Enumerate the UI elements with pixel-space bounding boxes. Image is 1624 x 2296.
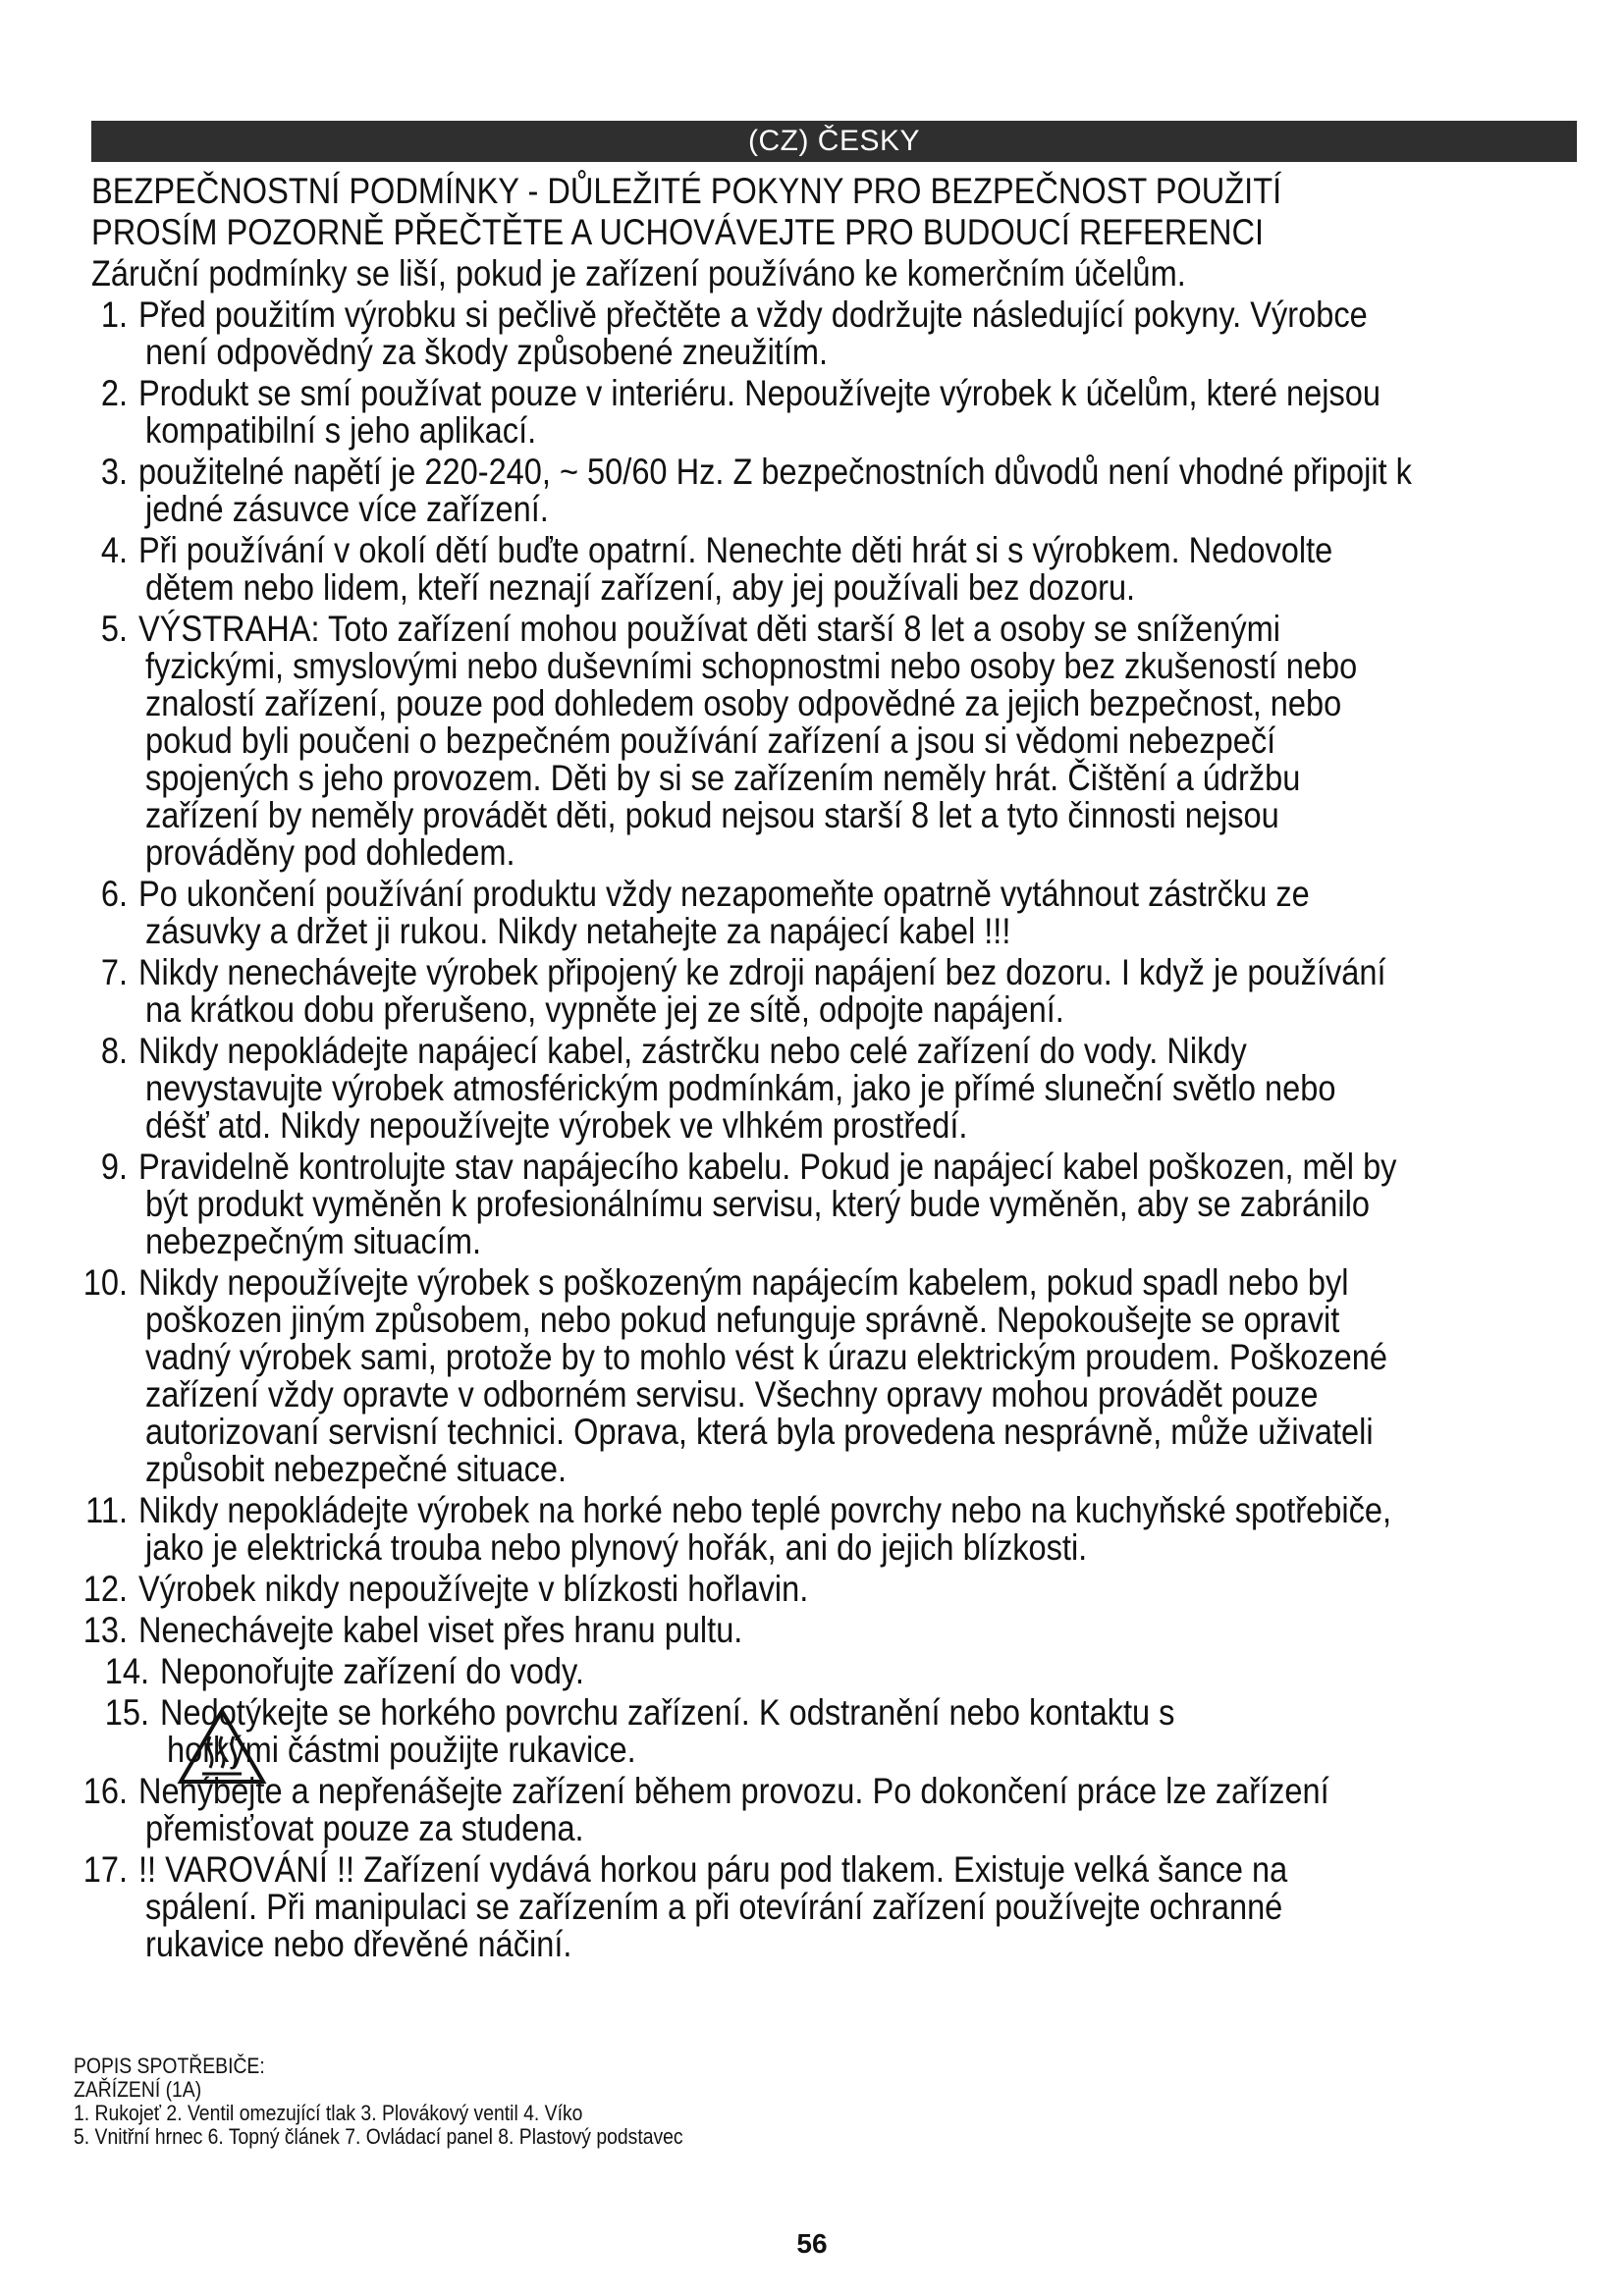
safety-item-number: 8. [100,1031,128,1071]
safety-item-text [137,1610,1605,1650]
safety-item-text [159,1692,1624,1770]
safety-item-number: 12. [82,1569,128,1609]
safety-item [69,1148,1581,1260]
safety-item-line: vadný výrobek sami, protože by to mohlo vést k úrazu elektrickým proudem. Poškozené [145,1337,1387,1377]
safety-item-text [137,1262,1605,1489]
safety-item-line: Nikdy nepokládejte výrobek na horké nebo teplé povrchy nebo na kuchyňské spotřebiče, [137,1490,1392,1530]
safety-item [69,454,1581,528]
safety-item [69,375,1581,450]
safety-item-text [137,952,1605,1030]
safety-item-number: 17. [82,1849,128,1890]
safety-item-line: Před použitím výrobku si pečlivě přečtěte a vždy dodržujte následující pokyny. Výrobce [137,294,1368,335]
safety-item-text [137,1771,1605,1848]
safety-item-text [137,609,1605,873]
safety-item-line: Pravidelně kontrolujte stav napájecího kabelu. Pokud je napájecí kabel poškozen, měl by [137,1147,1397,1187]
safety-item-line: zařízení by neměly provádět děti, pokud nejsou starší 8 let a tyto činnosti nejsou [145,795,1279,835]
safety-item-number: 6. [100,874,128,914]
safety-item-line: zásuvky a držet ji rukou. Nikdy netahejte za napájecí kabel !!! [145,911,1011,951]
description-parts-line-1: 1. Rukojeť 2. Ventil omezující tlak 3. Plovákový ventil 4. Víko [74,2101,583,2125]
safety-item [69,1773,1581,1847]
safety-item-number: 7. [100,952,128,992]
safety-item [69,532,1581,607]
safety-item-text [137,1849,1605,1964]
safety-item-number: 9. [100,1147,128,1187]
safety-item-line: Nikdy nepoužívejte výrobek s poškozeným napájecím kabelem, pokud spadl nebo byl [137,1262,1349,1303]
safety-item-line: použitelné napětí je 220-240, ~ 50/60 Hz. Z bezpečnostních důvodů není vhodné připojit k [137,452,1412,492]
safety-item [69,954,1581,1029]
safety-item [69,1033,1581,1145]
safety-item-line: Nehýbejte a nepřenášejte zařízení během provozu. Po dokončení práce lze zařízení [137,1771,1329,1811]
safety-item-line: fyzickými, smyslovými nebo duševními schopnostmi nebo osoby bez zkušeností nebo [145,646,1358,686]
safety-item-line: spojených s jeho provozem. Děti by si se zařízením neměly hrát. Čištění a údržbu [145,758,1301,798]
safety-item [69,296,1581,371]
safety-item-number: 2. [100,373,128,413]
hot-surface-warning-icon [177,1707,267,1786]
safety-item-line: dětem nebo lidem, kteří neznají zařízení, aby jej používali bez dozoru. [145,567,1136,608]
safety-item-line: Nedotýkejte se horkého povrchu zařízení. K odstranění nebo kontaktu s [159,1692,1175,1733]
safety-item-text [137,294,1605,372]
language-header-bar: (CZ) ČESKY [91,121,1577,162]
safety-item-text [137,452,1605,529]
safety-item-line: prováděny pod dohledem. [145,832,515,873]
safety-item-line: Neponořujte zařízení do vody. [159,1651,584,1691]
safety-item-line: kompatibilní s jeho aplikací. [145,410,537,451]
safety-item-number: 16. [82,1771,128,1811]
safety-item-number: 10. [82,1262,128,1303]
description-title: POPIS SPOTŘEBIČE: [74,2054,265,2078]
safety-item-line: horkými částmi použijte rukavice. [167,1730,636,1770]
safety-item-text [137,373,1605,451]
safety-item [69,611,1581,872]
safety-item-line: přemisťovat pouze za studena. [145,1808,584,1848]
safety-item-line: na krátkou dobu přerušeno, vypněte jej ze sítě, odpojte napájení. [145,989,1064,1030]
safety-instructions-list [69,296,1581,1967]
safety-item-line: být produkt vyměněn k profesionálnímu servisu, který bude vyměněn, aby se zabránilo [145,1184,1370,1224]
safety-item-line: Produkt se smí používat pouze v interiéru. Nepoužívejte výrobek k účelům, které nejsou [137,373,1381,413]
safety-item-text [137,1031,1605,1146]
safety-item-line: způsobit nebezpečné situace. [145,1449,568,1489]
safety-item-line: není odpovědný za škody způsobené zneužitím. [145,332,829,372]
safety-item-line: znalostí zařízení, pouze pod dohledem osoby odpovědné za jejich bezpečnost, nebo [145,683,1342,723]
safety-item-line: VÝSTRAHA: Toto zařízení mohou používat děti starší 8 let a osoby se sníženými [137,609,1281,649]
safety-item-number: 4. [100,530,128,570]
safety-item-line: déšť atd. Nikdy nepoužívejte výrobek ve vlhkém prostředí. [145,1105,968,1146]
safety-item [69,876,1581,950]
safety-item-text [137,1569,1605,1609]
safety-item-line: Po ukončení používání produktu vždy nezapomeňte opatrně vytáhnout zástrčku ze [137,874,1310,914]
warranty-intro: Záruční podmínky se liší, pokud je zařízení používáno ke komerčním účelům. [91,253,1186,294]
safety-item-line: Při používání v okolí dětí buďte opatrní. Nenechte děti hrát si s výrobkem. Nedovolte [137,530,1333,570]
safety-item-line: Nikdy nenechávejte výrobek připojený ke zdroji napájení bez dozoru. I když je používání [137,952,1386,992]
safety-item-line: !! VAROVÁNÍ !! Zařízení vydává horkou páru pod tlakem. Existuje velká šance na [137,1849,1288,1890]
safety-item [69,1612,1581,1649]
safety-item-number: 13. [82,1610,128,1650]
safety-item-text [137,530,1605,608]
safety-item-line: zařízení vždy opravte v odborném servisu. Všechny opravy mohou provádět pouze [145,1374,1319,1415]
safety-item-number: 3. [100,452,128,492]
safety-item-text [137,1147,1605,1261]
safety-item [69,1492,1581,1567]
page-number: 56 [796,2228,828,2259]
safety-item-number: 5. [100,609,128,649]
safety-item [69,1264,1581,1488]
safety-item-line: rukavice nebo dřevěné náčiní. [145,1924,572,1964]
safety-heading-line-2: PROSÍM POZORNĚ PŘEČTĚTE A UCHOVÁVEJTE PRO BUDOUCÍ REFERENCI [91,212,1265,252]
safety-item-line: nevystavujte výrobek atmosférickým podmínkám, jako je přímé sluneční světlo nebo [145,1068,1336,1108]
safety-item [69,1653,1581,1690]
safety-item-line: poškozen jiným způsobem, nebo pokud nefunguje správně. Nepokoušejte se opravit [145,1300,1340,1340]
safety-item-line: spálení. Při manipulaci se zařízením a při otevírání zařízení používejte ochranné [145,1887,1283,1927]
safety-item-line: jako je elektrická trouba nebo plynový hořák, ani do jejich blízkosti. [145,1527,1088,1568]
safety-item-line: nebezpečným situacím. [145,1221,482,1261]
description-parts-line-2: 5. Vnitřní hrnec 6. Topný článek 7. Ovládací panel 8. Plastový podstavec [74,2124,683,2149]
appliance-description [74,2055,851,2149]
description-subtitle: ZAŘÍZENÍ (1A) [74,2077,202,2102]
safety-item-line: jedné zásuvce více zařízení. [145,489,549,529]
safety-item [69,1694,1581,1769]
safety-item-text [137,1490,1605,1568]
safety-item-line: pokud byli poučeni o bezpečném používání zařízení a jsou si vědomi nebezpečí [145,721,1276,761]
safety-heading-line-1: BEZPEČNOSTNÍ PODMÍNKY - DŮLEŽITÉ POKYNY PRO BEZPEČNOST POUŽITÍ [91,171,1282,211]
safety-item-line: Výrobek nikdy nepoužívejte v blízkosti hořlavin. [137,1569,809,1609]
safety-item-number: 14. [104,1651,149,1691]
safety-item-text [137,874,1605,951]
safety-item-line: autorizovaní servisní technici. Oprava, která byla provedena nesprávně, může uživateli [145,1412,1374,1452]
safety-item-number: 15. [104,1692,149,1733]
safety-item-line: Nikdy nepokládejte napájecí kabel, zástrčku nebo celé zařízení do vody. Nikdy [137,1031,1247,1071]
safety-item [69,1851,1581,1963]
safety-item-line: Nenechávejte kabel viset přes hranu pultu. [137,1610,743,1650]
safety-item-text [159,1651,1624,1691]
safety-item-number: 11. [85,1490,128,1530]
safety-item [69,1571,1581,1608]
safety-item-number: 1. [100,294,128,335]
